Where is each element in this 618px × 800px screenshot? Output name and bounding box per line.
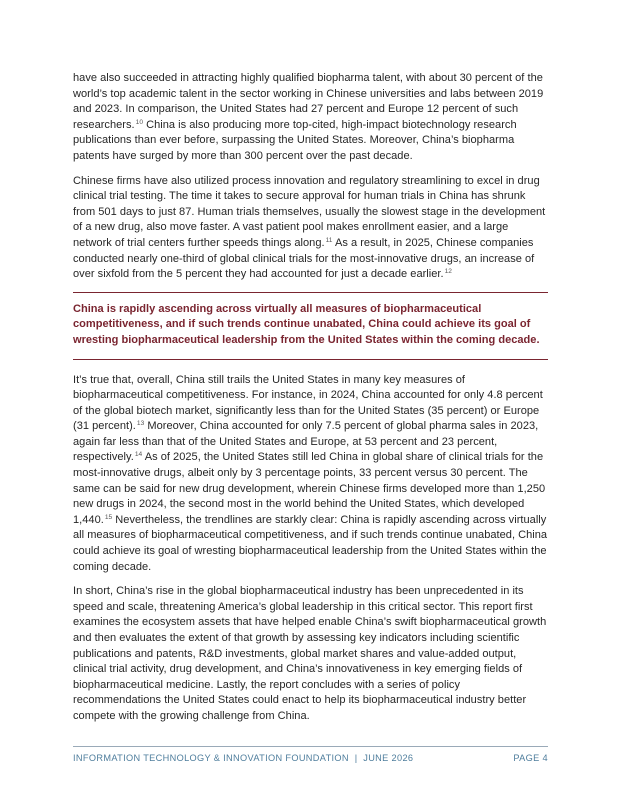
footnote-ref[interactable]: 15 [104,513,113,521]
paragraph-text: China is also producing more top-cited, high-impact biotechnology research publications than ever before, surpassing the United States. Moreover, China’s biopharma patents have surged by more than 300 percent over the past decade. [73,118,517,162]
footnote-ref[interactable]: 12 [444,268,452,276]
body-paragraph-talent [73,71,548,165]
paragraph-text: As of 2025, the United States still led China in global share of clinical trials for the most-innovative drugs, albeit only by 3 percentage points, 33 percent versus 30 percent. The same can be said for new drug development, wherein Chinese firms developed more than 1,250 new drugs in 2024, the second most in the world behind the United States, which developed 1,440. [73,451,546,526]
page-number: PAGE 4 [513,753,548,763]
pull-quote [73,292,548,360]
page-content [73,71,548,734]
paragraph-text: As a result, in 2025, Chinese companies conducted nearly one-third of global clinical trials for the most-innovative drugs, an increase of over sixfold from the 5 percent they had accounted for just a decade earlier. [73,236,535,281]
footnote-ref[interactable]: 13 [136,420,145,428]
footnote-ref[interactable]: 11 [325,236,333,244]
paragraph-text: Chinese firms have also utilized process innovation and regulatory streamlining to excel in drug clinical trial testing. The time it takes to secure approval for human trials in China has shrunk from 501 days to just 87. Human trials themselves, usually the slowest stage in the development of a new drug, also move faster. A vast patient pool makes enrollment easier, and a large network of trial centers further speeds things along. [73,174,546,249]
paragraph-text: Moreover, China accounted for only 7.5 percent of global pharma sales in 2023, again far less than that of the United States and Europe, at 53 percent and 23 percent, respectively. [73,420,539,464]
pull-quote-text: China is rapidly ascending across virtually all measures of biopharmaceutical competitiveness, and if such trends continue unabated, China could achieve its goal of wresting biopharmaceutical leadership from the United States within the coming decade. [73,302,540,346]
paragraph-text: It’s true that, overall, China still trails the United States in many key measures of biopharmaceutical competitiveness. For instance, in 2024, China accounted for only 4.8 percent of the global biotech market, significantly less than for the United States (35 percent) or Europe (31 percent). [73,373,543,433]
footer-publisher: INFORMATION TECHNOLOGY & INNOVATION FOUNDATION | JUNE 2026 [73,753,414,763]
footnote-ref[interactable]: 14 [134,451,143,459]
body-paragraph-trails [73,373,548,576]
paragraph-text: In short, China’s rise in the global biopharmaceutical industry has been unprecedented in its speed and scale, threatening America’s global leadership in this critical sector. This report first examines the ecosystem assets that have helped enable China’s swift biopharmaceutical growth and then evaluates the extent of that growth by assessing key indicators including scientific publications and patents, R&D investments, global market shares and value-added output, clinical trial activity, drug development, and China’s innovativeness in key emerging fields of biopharmaceutical medicine. Lastly, the report concludes with a series of policy recommendations the United States could enact to help its biopharmaceutical industry better compete with the growing challenge from China. [73,585,547,722]
paragraph-text: Nevertheless, the trendlines are starkly clear: China is rapidly ascending across virtually all measures of biopharmaceutical competitiveness, and if such trends continue unabated, China could achieve its goal of wresting biopharmaceutical leadership from the United States within the coming decade. [73,513,548,573]
footnote-ref[interactable]: 10 [135,118,144,126]
body-paragraph-clinical-trials [73,174,548,283]
page-footer [73,746,548,763]
body-paragraph-summary [73,584,548,724]
paragraph-text: have also succeeded in attracting highly qualified biopharma talent, with about 30 percent of the world’s top academic talent in the sector working in Chinese universities and labs between 2019 and 2023. In comparison, the United States had 27 percent and Europe 12 percent of such researchers. [73,72,544,131]
